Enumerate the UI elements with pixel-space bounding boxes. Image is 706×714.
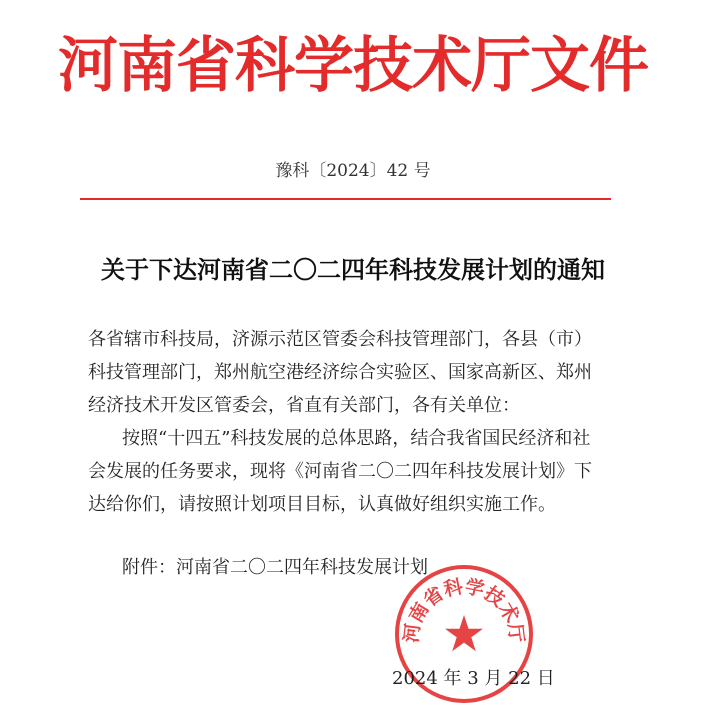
attachment-line: 附件：河南省二〇二四年科技发展计划: [122, 557, 428, 578]
body-line: 按照“十四五”科技发展的总体思路，结合我省国民经济和社: [122, 428, 591, 449]
body-line: 达给你们，请按照计划项目目标，认真做好组织实施工作。: [88, 494, 556, 515]
issue-date: 2024 年 3 月 22 日: [392, 668, 555, 689]
seal-star-icon: [445, 615, 483, 651]
addressee-line: 经济技术开发区管委会，省直有关部门，各有关单位：: [88, 395, 520, 416]
red-divider-line: [80, 198, 611, 200]
notice-title: 关于下达河南省二〇二四年科技发展计划的通知: [101, 255, 605, 284]
seal-text-path: 河南省科学技术厅: [400, 575, 528, 644]
document-number: 豫科〔2024〕42 号: [275, 161, 431, 181]
body-line: 会发展的任务要求，现将《河南省二〇二四年科技发展计划》下: [88, 461, 592, 482]
addressee-line: 各省辖市科技局，济源示范区管委会科技管理部门，各县（市）: [88, 329, 592, 350]
addressee-line: 科技管理部门，郑州航空港经济综合实验区、国家高新区、郑州: [88, 362, 592, 383]
masthead-title: 河南省科学技术厅文件: [58, 31, 648, 101]
